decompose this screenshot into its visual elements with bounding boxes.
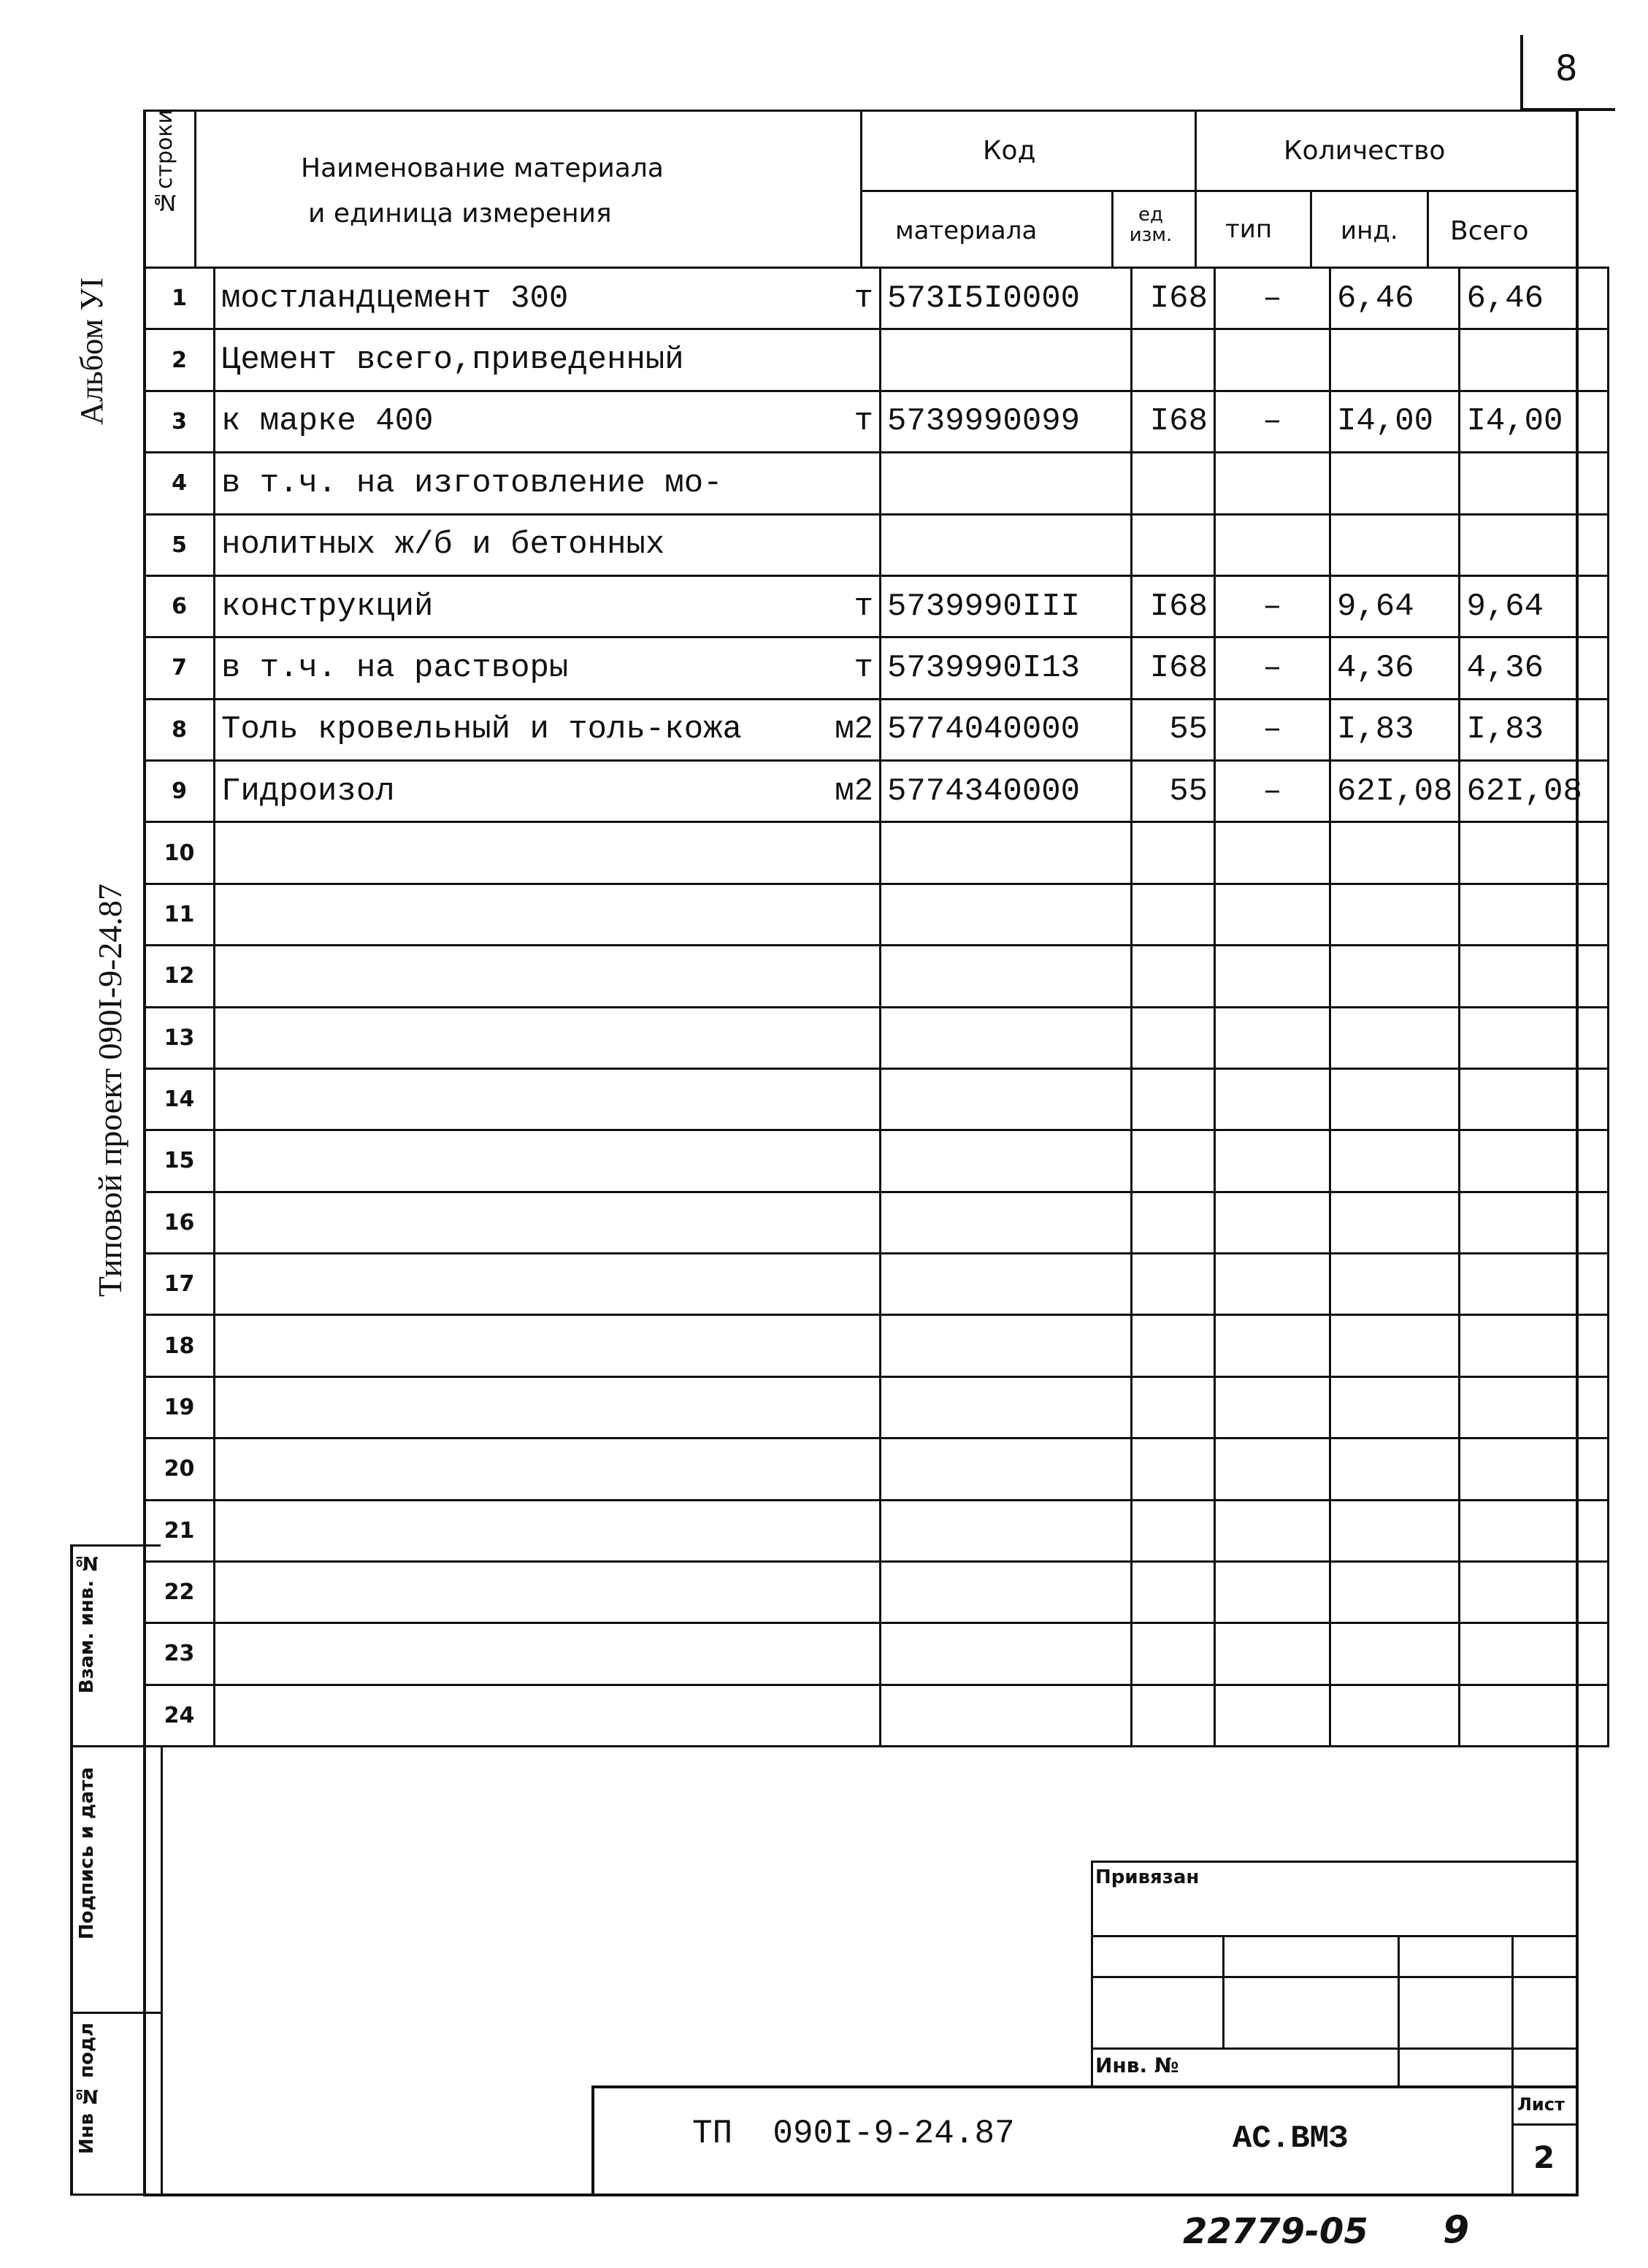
total-value — [1460, 453, 1609, 514]
material-name-cell — [215, 761, 881, 822]
material-name-cell — [215, 575, 881, 637]
total-value — [1460, 884, 1609, 945]
table-row — [145, 761, 1609, 822]
row-number: 22 — [145, 1561, 215, 1623]
ind-value: I,83 — [1330, 699, 1460, 760]
ind-value — [1330, 1130, 1460, 1192]
total-value — [1460, 1623, 1609, 1685]
col-row-no: №строки — [152, 110, 177, 215]
row-number: 8 — [145, 699, 215, 760]
table-row — [145, 1192, 1609, 1253]
material-code — [881, 822, 1132, 884]
table-row — [145, 453, 1609, 514]
material-name-cell — [215, 1192, 881, 1253]
ind-value — [1330, 514, 1460, 575]
material-name-cell — [215, 391, 881, 452]
type-value — [1215, 1315, 1330, 1376]
type-value: – — [1215, 268, 1330, 329]
material-name: конструкций — [221, 588, 434, 625]
stamp-inv-label: Взам. инв. № — [76, 1552, 98, 1694]
material-code: 5739990III — [881, 575, 1132, 637]
materials-table — [143, 267, 1609, 1747]
material-code — [881, 514, 1132, 575]
ind-value: 6,46 — [1330, 268, 1460, 329]
material-name: Цемент всего,приведенный — [221, 342, 684, 379]
unit-code — [1132, 1254, 1215, 1315]
material-code — [881, 1068, 1132, 1130]
total-value — [1460, 1561, 1609, 1623]
row-number: 12 — [145, 946, 215, 1007]
unit-code: 55 — [1132, 761, 1215, 822]
material-code: 5739990099 — [881, 391, 1132, 452]
total-value — [1460, 1007, 1609, 1068]
ind-value: 9,64 — [1330, 575, 1460, 637]
material-code — [881, 1315, 1132, 1376]
project-label: Типовой проект 090I-9-24.87 — [91, 884, 129, 1298]
row-number: 7 — [145, 637, 215, 699]
table-row — [145, 1130, 1609, 1192]
material-name: к марке 400 — [221, 403, 434, 440]
total-value: I,83 — [1460, 699, 1609, 760]
material-name-cell — [215, 822, 881, 884]
unit-code: 55 — [1132, 699, 1215, 760]
unit-code — [1132, 329, 1215, 391]
material-code — [881, 946, 1132, 1007]
row-number: 23 — [145, 1623, 215, 1685]
type-value: – — [1215, 699, 1330, 760]
unit-code — [1132, 1192, 1215, 1253]
material-name-cell — [215, 1254, 881, 1315]
unit-code — [1132, 1007, 1215, 1068]
type-value — [1215, 1685, 1330, 1746]
material-unit: м2 — [835, 711, 873, 748]
type-value — [1215, 1623, 1330, 1685]
material-name-cell — [215, 884, 881, 945]
material-code — [881, 1376, 1132, 1438]
row-number: 15 — [145, 1130, 215, 1192]
type-value — [1215, 1192, 1330, 1253]
type-value — [1215, 329, 1330, 391]
material-code — [881, 1130, 1132, 1192]
type-value: – — [1215, 391, 1330, 452]
col-quantity: Количество — [1284, 136, 1446, 166]
type-value — [1215, 453, 1330, 514]
material-code: 573I5I0000 — [881, 268, 1132, 329]
material-code — [881, 1561, 1132, 1623]
row-number: 19 — [145, 1376, 215, 1438]
material-name: нолитных ж/б и бетонных — [221, 526, 665, 564]
stamp-inv-podl-label: Инв № подл — [76, 2023, 98, 2155]
table-row — [145, 822, 1609, 884]
type-value — [1215, 1068, 1330, 1130]
table-row — [145, 637, 1609, 699]
ind-value — [1330, 1623, 1460, 1685]
unit-code — [1132, 946, 1215, 1007]
row-number: 18 — [145, 1315, 215, 1376]
col-unit: ед изм. — [1129, 204, 1173, 246]
col-name-line2: и единица измерения — [308, 199, 612, 229]
material-code — [881, 453, 1132, 514]
col-name-line1: Наименование материала — [301, 153, 664, 183]
material-name-cell — [215, 946, 881, 1007]
row-number: 9 — [145, 761, 215, 822]
ind-value — [1330, 1438, 1460, 1500]
table-row — [145, 268, 1609, 329]
type-value — [1215, 822, 1330, 884]
row-number: 11 — [145, 884, 215, 945]
table-row — [145, 1068, 1609, 1130]
row-number: 6 — [145, 575, 215, 637]
unit-code — [1132, 884, 1215, 945]
row-number: 14 — [145, 1068, 215, 1130]
ind-value — [1330, 1376, 1460, 1438]
type-value — [1215, 1130, 1330, 1192]
ind-value — [1330, 946, 1460, 1007]
stamp-sign-label: Подпись и дата — [76, 1767, 98, 1940]
type-value — [1215, 1561, 1330, 1623]
material-name-cell — [215, 637, 881, 699]
material-unit: т — [854, 588, 873, 625]
unit-code — [1132, 1376, 1215, 1438]
total-value — [1460, 946, 1609, 1007]
material-name-cell — [215, 1130, 881, 1192]
total-value — [1460, 1376, 1609, 1438]
table-row — [145, 329, 1609, 391]
material-unit: т — [854, 403, 873, 440]
material-unit: т — [854, 649, 873, 686]
footer-number: 22779-05 — [1183, 2211, 1368, 2252]
unit-code: I68 — [1132, 637, 1215, 699]
ind-value — [1330, 1500, 1460, 1561]
total-value — [1460, 1685, 1609, 1746]
material-name-cell — [215, 514, 881, 575]
material-name-cell — [215, 1561, 881, 1623]
table-row — [145, 884, 1609, 945]
unit-code — [1132, 1685, 1215, 1746]
material-name: мостландцемент 300 — [221, 280, 569, 317]
row-number: 4 — [145, 453, 215, 514]
material-code — [881, 1623, 1132, 1685]
type-value — [1215, 514, 1330, 575]
ind-value — [1330, 884, 1460, 945]
row-number: 16 — [145, 1192, 215, 1253]
material-name-cell — [215, 453, 881, 514]
attached-label: Привязан — [1095, 1866, 1200, 1888]
type-value — [1215, 1438, 1330, 1500]
ind-value — [1330, 1007, 1460, 1068]
footer-page: 9 — [1443, 2208, 1470, 2252]
unit-code — [1132, 822, 1215, 884]
unit-code: I68 — [1132, 575, 1215, 637]
total-value — [1460, 1500, 1609, 1561]
unit-code: I68 — [1132, 391, 1215, 452]
ind-value — [1330, 329, 1460, 391]
unit-code — [1132, 1623, 1215, 1685]
total-value: 62I,08 — [1460, 761, 1609, 822]
inv-no-label: Инв. № — [1095, 2053, 1179, 2077]
total-value — [1460, 514, 1609, 575]
unit-code — [1132, 514, 1215, 575]
material-name-cell — [215, 1315, 881, 1376]
col-ind: инд. — [1341, 216, 1398, 245]
table-row — [145, 1315, 1609, 1376]
drawing-mark: АС.ВМЗ — [1233, 2120, 1349, 2157]
total-value — [1460, 1130, 1609, 1192]
ind-value — [1330, 1315, 1460, 1376]
ind-value — [1330, 1685, 1460, 1746]
row-number: 3 — [145, 391, 215, 452]
total-value: 6,46 — [1460, 268, 1609, 329]
row-number: 20 — [145, 1438, 215, 1500]
ind-value — [1330, 1192, 1460, 1253]
unit-code — [1132, 1561, 1215, 1623]
total-value — [1460, 1438, 1609, 1500]
ind-value: 4,36 — [1330, 637, 1460, 699]
material-code — [881, 1438, 1132, 1500]
album-label: Альбом УI — [74, 277, 110, 425]
table-row — [145, 1254, 1609, 1315]
ind-value: I4,00 — [1330, 391, 1460, 452]
table-row — [145, 1007, 1609, 1068]
type-value — [1215, 884, 1330, 945]
material-unit: м2 — [835, 773, 873, 810]
material-name-cell — [215, 268, 881, 329]
col-material: материала — [895, 216, 1038, 245]
material-name-cell — [215, 329, 881, 391]
row-number: 5 — [145, 514, 215, 575]
material-name-cell — [215, 1438, 881, 1500]
sheet-number: 8 — [1555, 48, 1578, 89]
table-row — [145, 699, 1609, 760]
ind-value — [1330, 453, 1460, 514]
material-code — [881, 1192, 1132, 1253]
material-name-cell — [215, 1007, 881, 1068]
type-value — [1215, 1500, 1330, 1561]
unit-code — [1132, 1130, 1215, 1192]
total-value: 9,64 — [1460, 575, 1609, 637]
row-number: 2 — [145, 329, 215, 391]
sheet-value: 2 — [1533, 2139, 1555, 2175]
total-value: 4,36 — [1460, 637, 1609, 699]
material-code — [881, 1500, 1132, 1561]
unit-code: I68 — [1132, 268, 1215, 329]
material-name-cell — [215, 699, 881, 760]
material-code — [881, 1254, 1132, 1315]
type-value — [1215, 946, 1330, 1007]
table-row — [145, 575, 1609, 637]
row-number: 13 — [145, 1007, 215, 1068]
total-value — [1460, 1315, 1609, 1376]
row-number: 21 — [145, 1500, 215, 1561]
table-row — [145, 1561, 1609, 1623]
material-code — [881, 884, 1132, 945]
unit-code — [1132, 1438, 1215, 1500]
material-code: 5774040000 — [881, 699, 1132, 760]
material-name: Гидроизол — [221, 773, 395, 810]
row-number: 17 — [145, 1254, 215, 1315]
material-code: 5739990I13 — [881, 637, 1132, 699]
total-value — [1460, 329, 1609, 391]
ind-value — [1330, 1254, 1460, 1315]
unit-code — [1132, 453, 1215, 514]
row-number: 24 — [145, 1685, 215, 1746]
total-value — [1460, 1254, 1609, 1315]
unit-code — [1132, 1068, 1215, 1130]
table-row — [145, 1685, 1609, 1746]
col-code: Код — [983, 136, 1036, 166]
total-value — [1460, 1192, 1609, 1253]
material-name-cell — [215, 1500, 881, 1561]
table-row — [145, 1623, 1609, 1685]
ind-value — [1330, 1561, 1460, 1623]
total-value — [1460, 822, 1609, 884]
material-code — [881, 329, 1132, 391]
total-value — [1460, 1068, 1609, 1130]
material-name: в т.ч. на растворы — [221, 649, 569, 686]
material-name-cell — [215, 1068, 881, 1130]
ind-value — [1330, 1068, 1460, 1130]
material-name: в т.ч. на изготовление мо- — [221, 464, 723, 502]
table-row — [145, 1438, 1609, 1500]
table-row — [145, 391, 1609, 452]
material-unit: т — [854, 280, 873, 317]
material-name-cell — [215, 1685, 881, 1746]
material-code: 5774340000 — [881, 761, 1132, 822]
type-value — [1215, 1007, 1330, 1068]
project-code: ТП 090I-9-24.87 — [692, 2115, 1015, 2153]
material-name-cell — [215, 1376, 881, 1438]
table-row — [145, 1376, 1609, 1438]
table-row — [145, 514, 1609, 575]
material-code — [881, 1685, 1132, 1746]
type-value: – — [1215, 761, 1330, 822]
unit-code — [1132, 1500, 1215, 1561]
type-value — [1215, 1254, 1330, 1315]
row-number: 1 — [145, 268, 215, 329]
type-value: – — [1215, 575, 1330, 637]
row-number: 10 — [145, 822, 215, 884]
table-row — [145, 1500, 1609, 1561]
col-type: тип — [1225, 215, 1273, 244]
unit-code — [1132, 1315, 1215, 1376]
material-name: Толь кровельный и толь-кожа — [221, 711, 742, 748]
ind-value: 62I,08 — [1330, 761, 1460, 822]
material-code — [881, 1007, 1132, 1068]
sheet-label: Лист — [1517, 2094, 1565, 2115]
col-total: Всего — [1450, 216, 1529, 246]
table-row — [145, 946, 1609, 1007]
type-value: – — [1215, 637, 1330, 699]
ind-value — [1330, 822, 1460, 884]
type-value — [1215, 1376, 1330, 1438]
material-name-cell — [215, 1623, 881, 1685]
total-value: I4,00 — [1460, 391, 1609, 452]
